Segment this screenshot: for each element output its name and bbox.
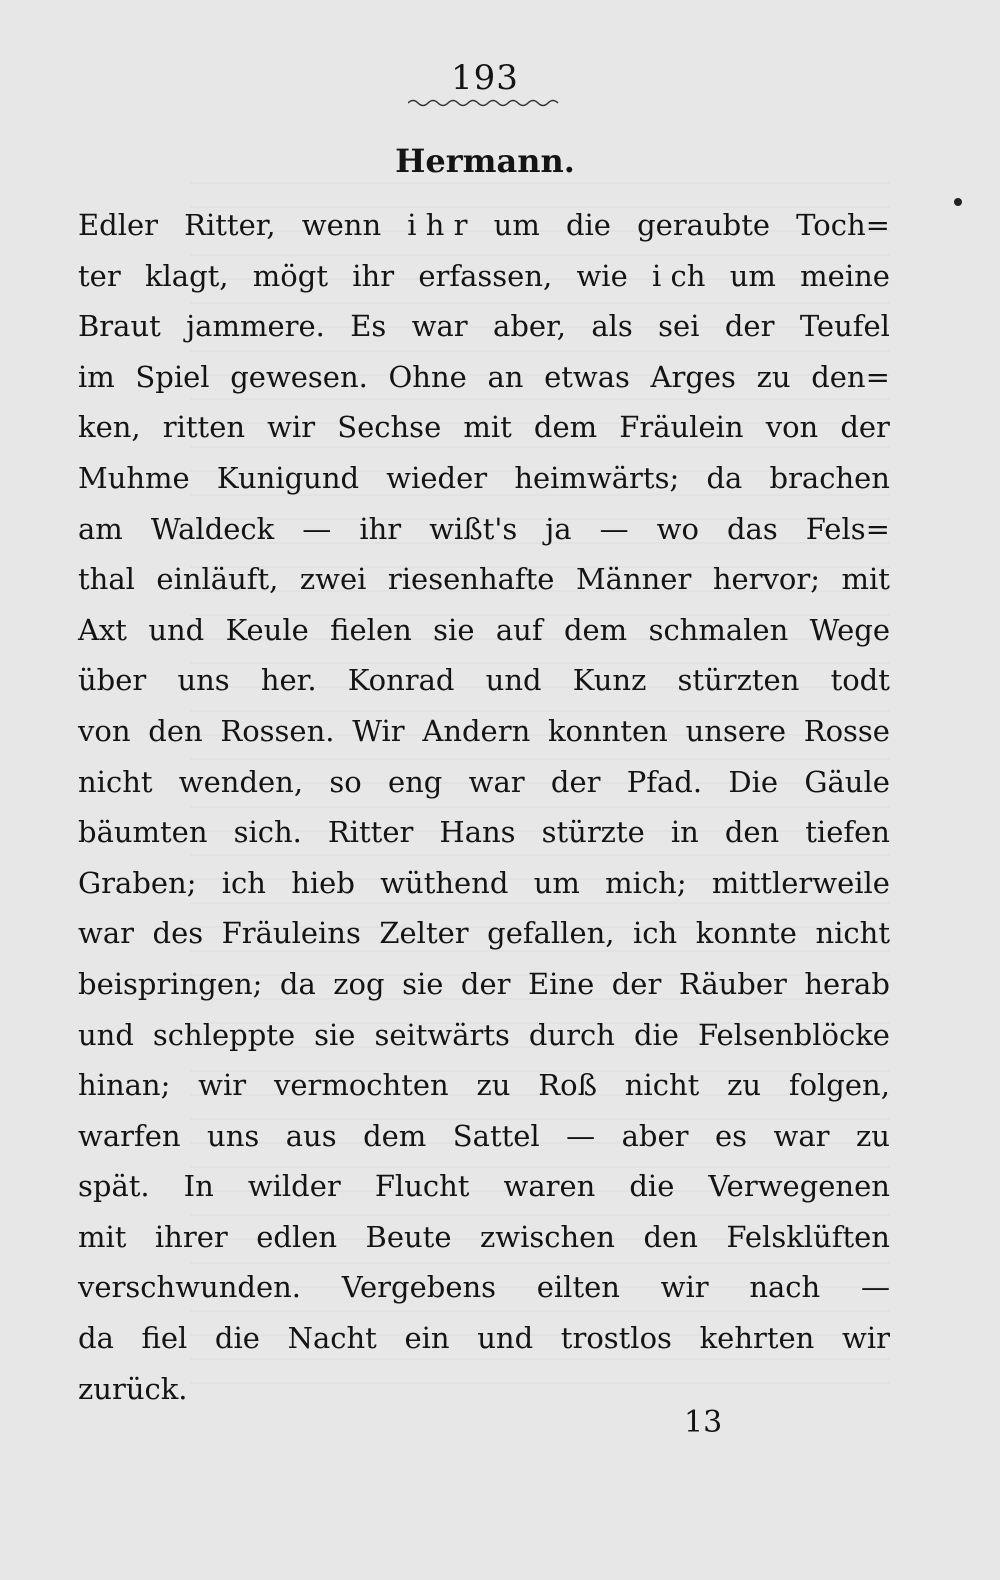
word: mit	[841, 562, 890, 597]
word: zwischen	[479, 1219, 615, 1254]
word: am	[78, 511, 123, 546]
word: uns	[207, 1118, 260, 1153]
word: i ch	[652, 258, 706, 293]
word: herab	[804, 966, 890, 1001]
word: der	[724, 309, 775, 344]
word: Graben;	[78, 865, 197, 900]
word: Sechse	[337, 410, 442, 445]
text-line	[78, 1212, 890, 1263]
word: mögt	[252, 258, 328, 293]
word: so	[329, 764, 362, 799]
word: wißt's	[429, 511, 518, 546]
word: heimwärts;	[514, 460, 680, 495]
word: Wege	[809, 612, 890, 647]
word: wir	[198, 1068, 247, 1103]
word: in	[670, 815, 699, 850]
word: meine	[800, 258, 890, 293]
word: her.	[260, 663, 317, 698]
word: und	[148, 612, 205, 647]
word: waren	[503, 1169, 596, 1204]
word: wieder	[386, 460, 488, 495]
word: es	[714, 1118, 748, 1153]
word: aber,	[493, 309, 566, 344]
word: Die	[728, 764, 779, 799]
word: ja	[545, 511, 572, 546]
word: Verwegenen	[708, 1169, 890, 1204]
word: sei	[658, 309, 700, 344]
text-line	[78, 959, 890, 1010]
word: wir	[660, 1270, 709, 1305]
word: wir	[267, 410, 316, 445]
word: todt	[830, 663, 890, 698]
word: wüthend	[380, 865, 509, 900]
word: war	[78, 916, 134, 951]
word: und	[485, 663, 542, 698]
text-line	[78, 200, 890, 251]
text-line	[78, 554, 890, 605]
word: stürzte	[541, 815, 645, 850]
word: verschwunden.	[78, 1270, 302, 1305]
word: zog	[333, 966, 385, 1001]
text-line	[78, 1010, 890, 1061]
word: die	[629, 1169, 675, 1204]
word: Vergebens	[341, 1270, 497, 1305]
word: ein	[404, 1321, 450, 1356]
word: spät.	[78, 1169, 150, 1204]
text-line	[78, 1111, 890, 1162]
word: Spiel	[135, 359, 210, 394]
word: von	[78, 713, 131, 748]
word: Es	[350, 309, 387, 344]
word: i h r	[407, 208, 468, 242]
text-line	[78, 251, 890, 302]
word: Ritter	[327, 815, 414, 850]
word: die	[214, 1321, 260, 1356]
word: nicht	[815, 916, 890, 951]
word: tiefen	[805, 815, 890, 850]
word: ter	[78, 258, 121, 293]
word: trostlos	[560, 1321, 672, 1356]
word: brachen	[769, 460, 890, 495]
word: von	[765, 410, 819, 445]
word: bäumten	[78, 815, 208, 850]
word: war	[773, 1118, 830, 1153]
signature-number: 13	[684, 1405, 723, 1440]
word: klagt,	[144, 258, 229, 293]
word: war	[468, 764, 525, 799]
word: den=	[811, 359, 890, 394]
word: im	[78, 359, 115, 394]
word: geraubte	[637, 208, 771, 242]
word: Braut	[78, 309, 161, 344]
word: ich	[633, 916, 678, 951]
word: hervor;	[712, 562, 821, 597]
word: konnten	[547, 713, 668, 748]
word: auf	[495, 612, 543, 647]
word: Eine	[527, 966, 595, 1001]
word: nicht	[624, 1068, 700, 1103]
word: Kunz	[572, 663, 647, 698]
word: Edler	[78, 208, 159, 242]
word: zu	[727, 1068, 762, 1103]
word: Toch=	[796, 208, 890, 242]
word: fiel	[141, 1321, 188, 1356]
word: Kunigund	[216, 460, 360, 495]
word: und	[477, 1321, 534, 1356]
word: nicht	[78, 764, 153, 799]
word: Ohne	[388, 359, 467, 394]
word: unsere	[685, 713, 787, 748]
word: um	[729, 258, 776, 293]
word: des	[152, 916, 204, 951]
text-line	[78, 807, 890, 858]
word: sie	[402, 966, 444, 1001]
word: eng	[387, 764, 443, 799]
word: dem	[563, 612, 628, 647]
word: jammere.	[186, 309, 325, 344]
word: Fräulein	[619, 410, 744, 445]
word: Felsklüften	[726, 1219, 890, 1254]
word: uns	[177, 663, 230, 698]
word: Arges	[650, 359, 736, 394]
word: der	[460, 966, 511, 1001]
text-line	[78, 1364, 890, 1415]
word: Rosse	[803, 713, 890, 748]
word: Männer	[575, 562, 692, 597]
word: Hans	[439, 815, 516, 850]
word: ihr	[359, 511, 402, 546]
word: Waldeck	[150, 511, 275, 546]
text-line	[78, 504, 890, 555]
word: ihrer	[154, 1219, 228, 1254]
word: Muhme	[78, 460, 190, 495]
word: Nacht	[287, 1321, 377, 1356]
word: aus	[285, 1118, 337, 1153]
word: war	[411, 309, 468, 344]
word: Keule	[225, 612, 309, 647]
word: wenn	[301, 208, 382, 242]
word: ritten	[162, 410, 246, 445]
text-line	[78, 1060, 890, 1111]
page-number: 193	[451, 58, 519, 98]
wavy-rule-ornament	[408, 96, 562, 110]
word: wenden,	[178, 764, 304, 799]
word: thal	[78, 562, 135, 597]
word: etwas	[544, 359, 630, 394]
word: sie	[433, 612, 475, 647]
word: zu	[476, 1068, 511, 1103]
word: schmalen	[648, 612, 789, 647]
word: fielen	[330, 612, 412, 647]
word: dem	[363, 1118, 427, 1153]
word: In	[183, 1169, 214, 1204]
word: den	[724, 815, 780, 850]
word: gewesen.	[230, 359, 368, 394]
text-line	[78, 402, 890, 453]
word: sie	[314, 1017, 356, 1052]
text-line	[78, 352, 890, 403]
word: hinan;	[78, 1068, 171, 1103]
word: um	[533, 865, 580, 900]
word: Wir	[352, 713, 405, 748]
word: der	[840, 410, 890, 445]
word: Axt	[78, 612, 127, 647]
text-line	[78, 908, 890, 959]
word: Andern	[422, 713, 531, 748]
word: Roß	[538, 1068, 597, 1103]
word: —	[599, 511, 629, 546]
text-line	[78, 605, 890, 656]
text-line	[78, 706, 890, 757]
word: da	[706, 460, 743, 495]
word: riesenhafte	[387, 562, 555, 597]
word: das	[726, 511, 778, 546]
word: Fels=	[805, 511, 890, 546]
word: Fräuleins	[221, 916, 361, 951]
word: kehrten	[699, 1321, 815, 1356]
word: mit	[463, 410, 512, 445]
text-line	[78, 1262, 890, 1313]
word: wir	[842, 1321, 890, 1356]
word: wie	[576, 258, 628, 293]
word: den	[643, 1219, 698, 1254]
word: —	[860, 1270, 890, 1305]
word: beispringen;	[78, 966, 263, 1001]
word: da	[279, 966, 316, 1001]
word: der	[611, 966, 662, 1001]
word: wilder	[247, 1169, 341, 1204]
text-line	[78, 301, 890, 352]
word: den	[148, 713, 203, 748]
text-line	[78, 858, 890, 909]
word: Pfad.	[626, 764, 703, 799]
body-text	[78, 200, 890, 1414]
word: um	[493, 208, 540, 242]
word: zwei	[299, 562, 367, 597]
word: edlen	[256, 1219, 338, 1254]
ink-dot-mark	[954, 198, 962, 206]
word: vermochten	[273, 1068, 449, 1103]
word: als	[591, 309, 633, 344]
word: erfassen,	[418, 258, 553, 293]
word: seitwärts	[374, 1017, 510, 1052]
text-line	[78, 453, 890, 504]
word: Ritter,	[184, 208, 276, 242]
word: die	[565, 208, 611, 242]
word: sich.	[233, 815, 302, 850]
word: an	[487, 359, 524, 394]
word: warfen	[78, 1118, 181, 1153]
word: der	[550, 764, 601, 799]
word: ken,	[78, 410, 141, 445]
word: da	[78, 1321, 114, 1356]
word: mich;	[605, 865, 687, 900]
word: über	[78, 663, 147, 698]
word: dem	[533, 410, 598, 445]
word: Sattel	[452, 1118, 540, 1153]
word: ich	[221, 865, 266, 900]
word: zurück.	[78, 1371, 188, 1406]
word: zu	[855, 1118, 890, 1153]
word: schleppte	[152, 1017, 296, 1052]
speaker-heading: Hermann.	[395, 142, 575, 180]
word: Beute	[365, 1219, 452, 1254]
word: mittlerweile	[711, 865, 890, 900]
word: ihr	[352, 258, 395, 293]
word: Rossen.	[220, 713, 335, 748]
text-line	[78, 1313, 890, 1364]
word: Felsenblöcke	[697, 1017, 890, 1052]
word: hieb	[291, 865, 355, 900]
word: Räuber	[678, 966, 787, 1001]
word: eilten	[536, 1270, 620, 1305]
word: Gäule	[804, 764, 890, 799]
word: einläuft,	[156, 562, 279, 597]
word: —	[566, 1118, 596, 1153]
word: Flucht	[374, 1169, 470, 1204]
word: —	[302, 511, 332, 546]
word: aber	[621, 1118, 689, 1153]
word: Zelter	[379, 916, 469, 951]
text-line	[78, 655, 890, 706]
word: nach	[749, 1270, 821, 1305]
word: durch	[528, 1017, 615, 1052]
word: wo	[656, 511, 699, 546]
word: stürzten	[677, 663, 800, 698]
word: folgen,	[788, 1068, 890, 1103]
word: und	[78, 1017, 134, 1052]
word: Teufel	[799, 309, 890, 344]
word: die	[633, 1017, 679, 1052]
word: Konrad	[347, 663, 455, 698]
word: konnte	[695, 916, 797, 951]
text-line	[78, 757, 890, 808]
text-line	[78, 1161, 890, 1212]
word: zu	[756, 359, 791, 394]
word: gefallen,	[487, 916, 615, 951]
word: mit	[78, 1219, 127, 1254]
